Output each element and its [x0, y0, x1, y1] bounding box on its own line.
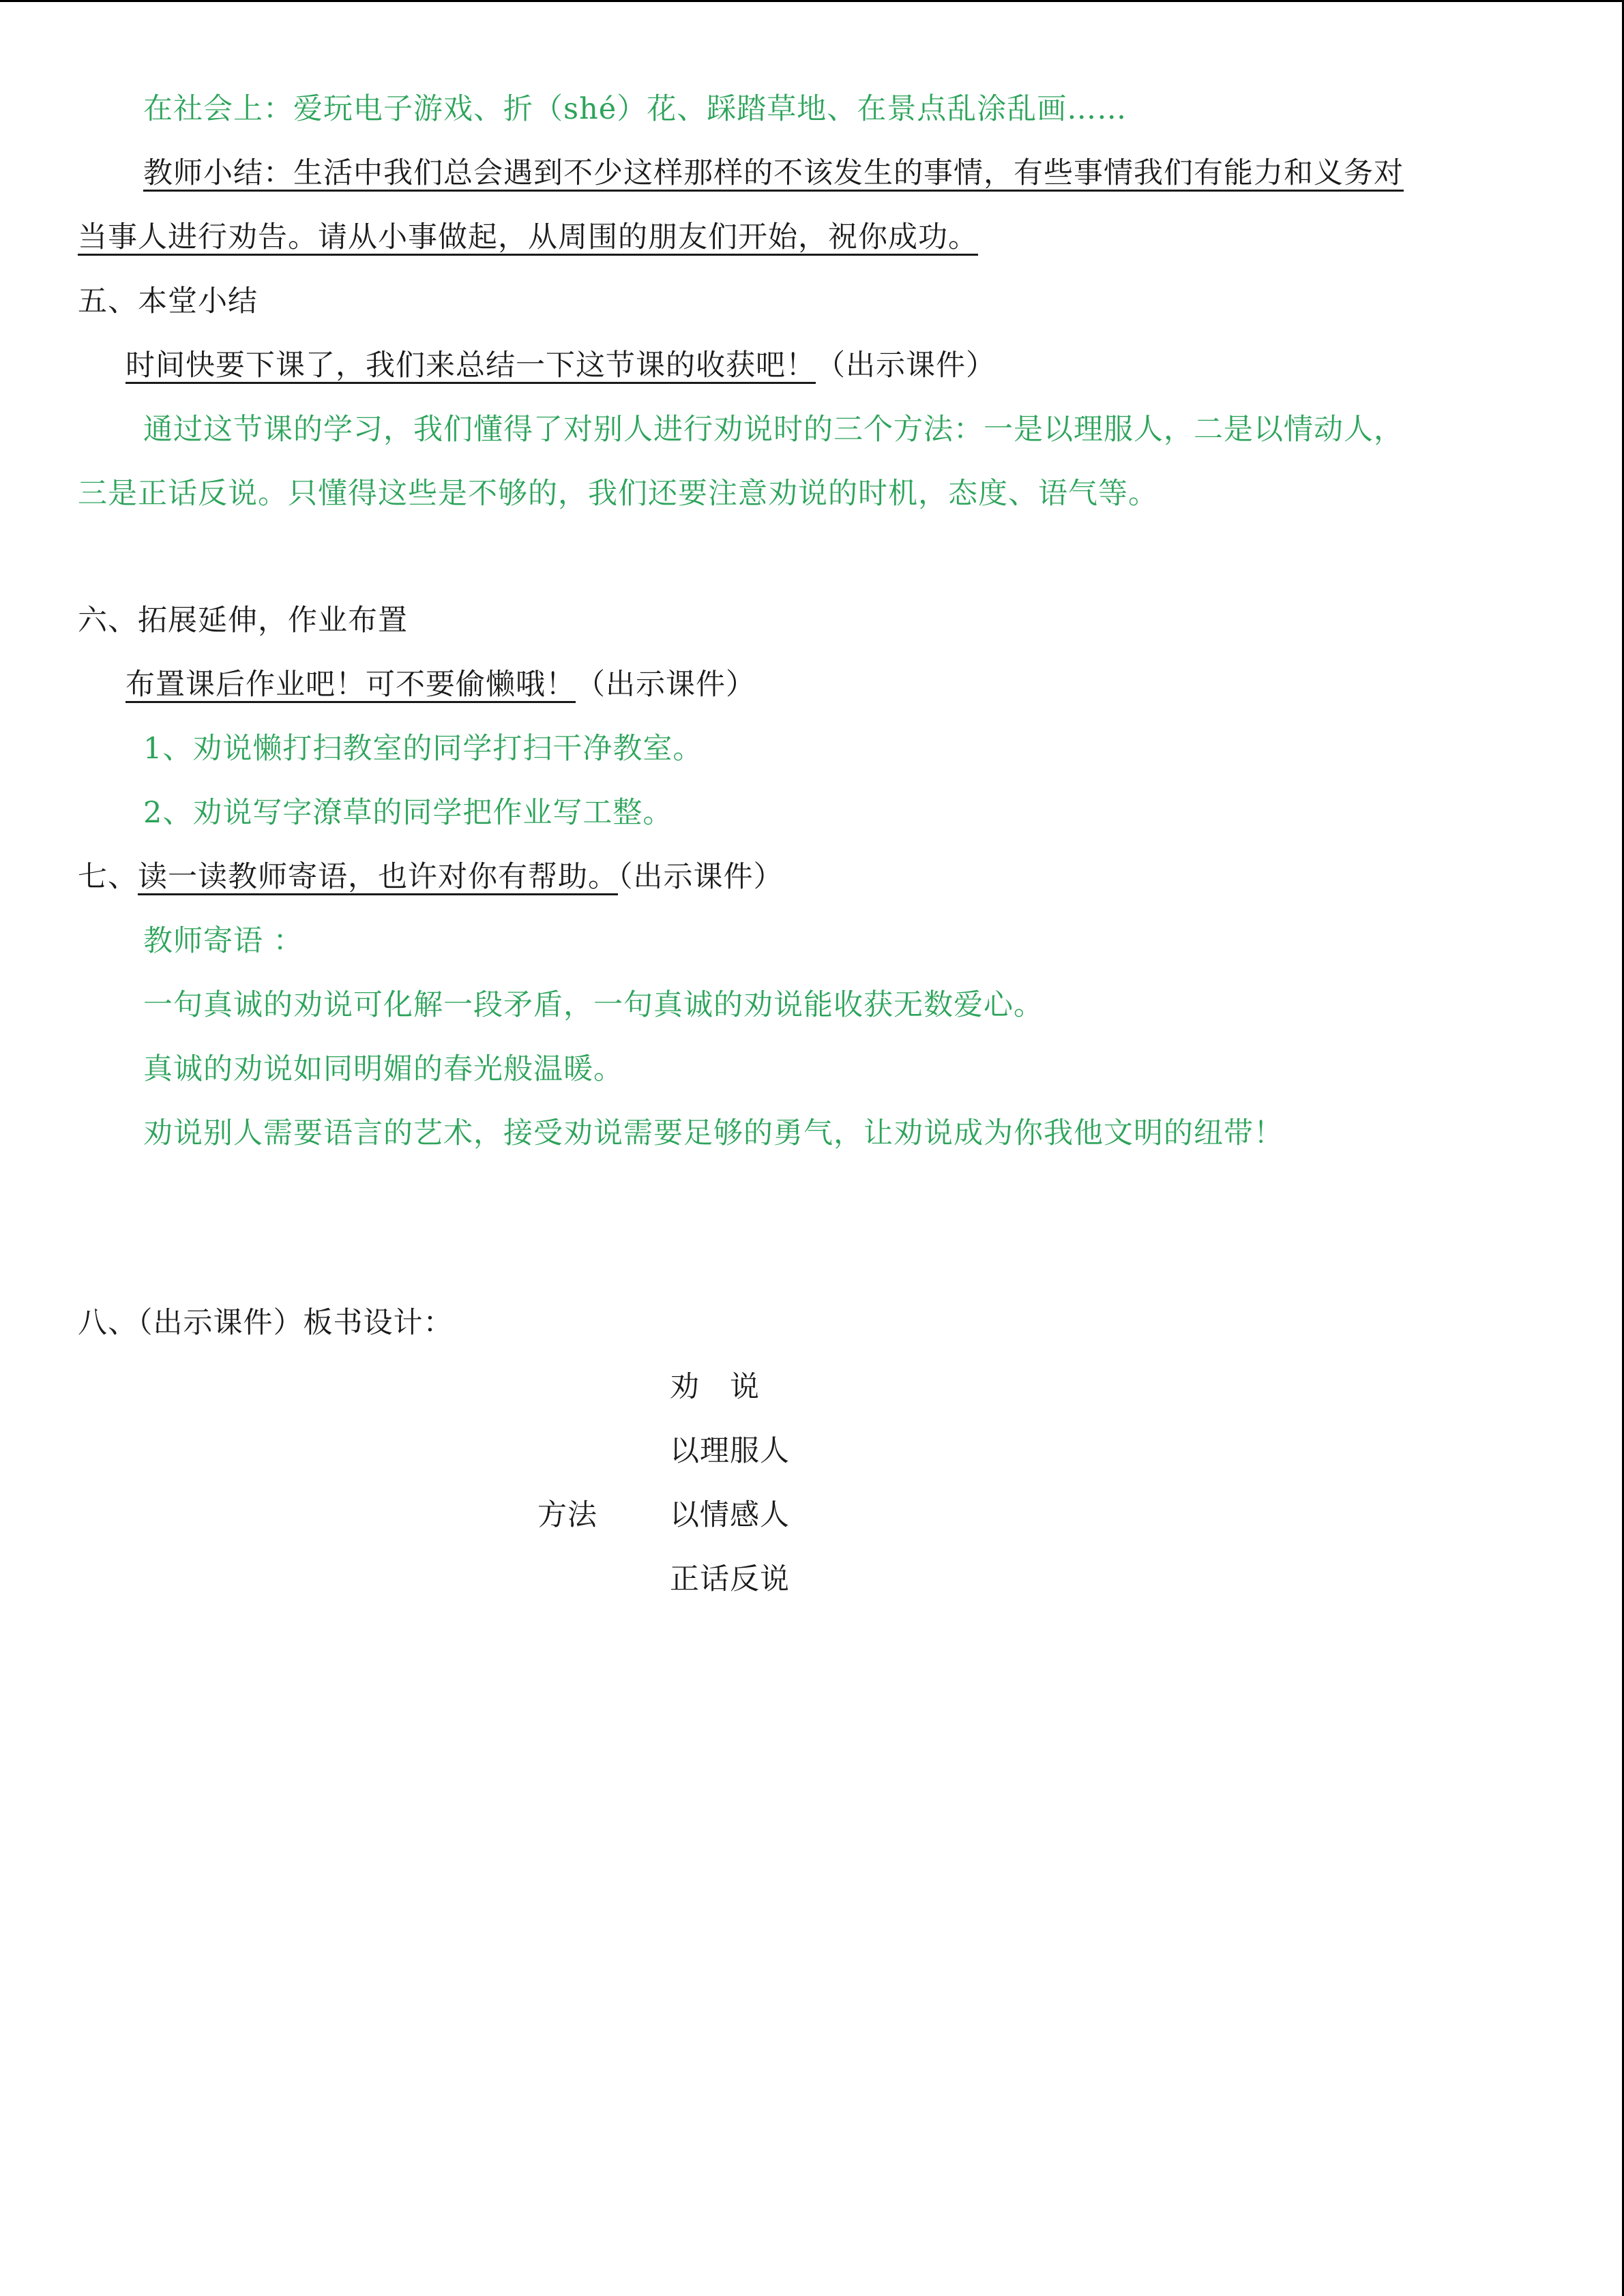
society-line: 在社会上：爱玩电子游戏、折（shé）花、踩踏草地、在景点乱涂乱画…… [143, 92, 1127, 126]
page-top-border [0, 0, 1624, 2]
section-5-heading: 五、本堂小结 [78, 284, 258, 318]
teacher-message-label: 教师寄语 ： [143, 924, 304, 958]
section-5-body-line-2: 三是正话反说。只懂得这些是不够的，我们还要注意劝说的时机，态度、语气等。 [78, 477, 1158, 511]
teacher-saying-3: 劝说别人需要语言的艺术，接受劝说需要足够的勇气，让劝说成为你我他文明的纽带！ [143, 1116, 1284, 1150]
board-method-1: 以理服人 [670, 1434, 790, 1468]
section-6-prompt: 布置课后作业吧！可不要偷懒哦！ [126, 668, 576, 702]
section-7-courseware: （出示课件） [618, 860, 784, 894]
teacher-saying-1: 一句真诚的劝说可化解一段矛盾，一句真诚的劝说能收获无数爱心。 [143, 988, 1044, 1022]
teacher-summary-line-2: 当事人进行劝告。请从小事做起，从周围的朋友们开始，祝你成功。 [78, 220, 978, 254]
section-6-courseware: （出示课件） [576, 668, 756, 702]
section-5-body-line-1: 通过这节课的学习，我们懂得了对别人进行劝说时的三个方法：一是以理服人，二是以情动人， [143, 413, 1404, 447]
section-5-prompt-row [126, 345, 996, 386]
teacher-summary-line-1: 教师小结：生活中我们总会遇到不少这样那样的不该发生的事情，有些事情我们有能力和义务对 [143, 156, 1404, 190]
section-7-heading-row [78, 856, 784, 897]
section-5-courseware: （出示课件） [816, 348, 996, 383]
homework-item-1: 1、劝说懒打扫教室的同学打扫干净教室。 [143, 732, 703, 766]
teacher-saying-2: 真诚的劝说如同明媚的春光般温暖。 [143, 1052, 623, 1086]
board-title: 劝 说 [670, 1370, 761, 1404]
section-5-prompt: 时间快要下课了，我们来总结一下这节课的收获吧！ [126, 348, 816, 383]
section-8-heading: 八、（出示课件）板书设计： [78, 1306, 454, 1340]
board-method-label: 方法 [537, 1498, 597, 1532]
section-6-heading: 六、拓展延伸，作业布置 [78, 603, 408, 638]
section-6-prompt-row [126, 664, 756, 705]
homework-item-2: 2、劝说写字潦草的同学把作业写工整。 [143, 796, 673, 830]
section-7-heading: 读一读教师寄语，也许对你有帮助。 [138, 860, 618, 894]
board-method-3: 正话反说 [670, 1562, 790, 1596]
board-method-2: 以情感人 [670, 1498, 790, 1532]
section-7-prefix: 七、 [78, 860, 138, 894]
